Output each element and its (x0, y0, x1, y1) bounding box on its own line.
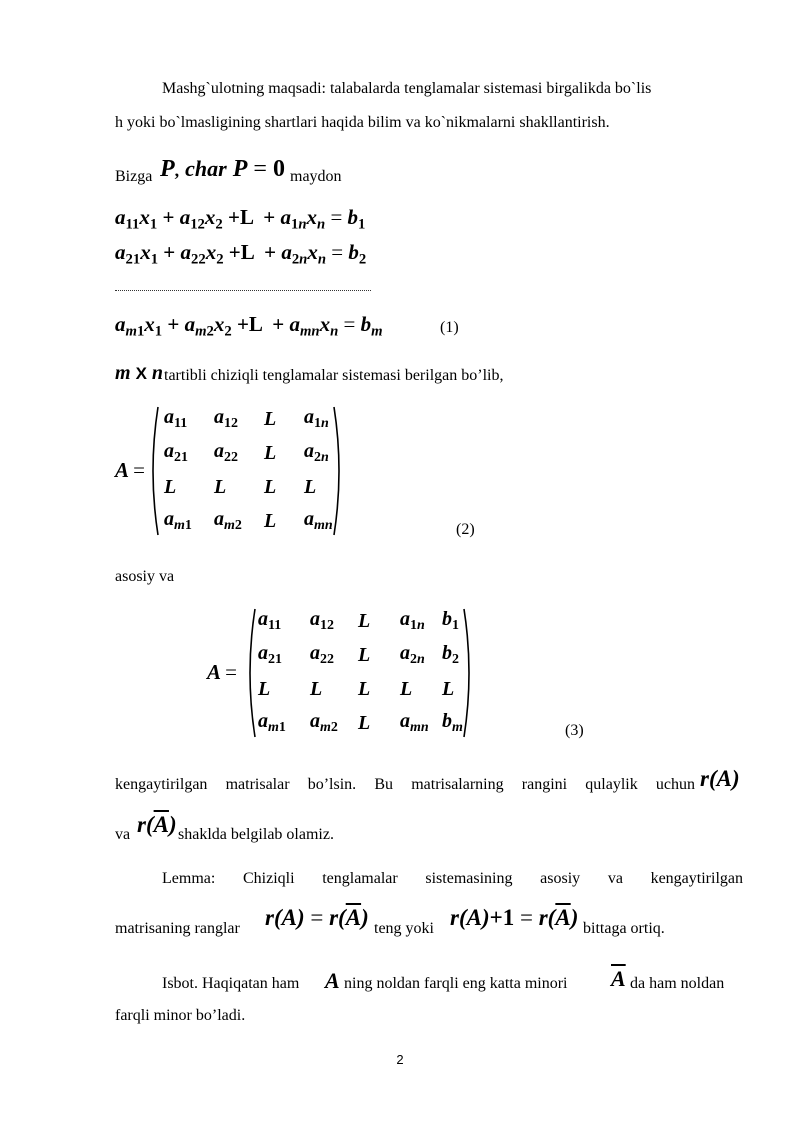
matrix-a-left-paren (146, 405, 160, 537)
matrix-a-right-paren (332, 405, 346, 537)
bizga-prefix: Bizga (115, 168, 153, 185)
equation-label-1: (1) (440, 319, 459, 336)
lemma-plus-formula: $r(A)+1 = r(\overline{A})$ (450, 905, 579, 930)
intro-line-1: Mashg`ulotning maqsadi: talabalarda tenglamalar sistemasi birgalikda bo`lis (162, 80, 652, 97)
order-formula: m X n (115, 362, 164, 384)
system-equation-m: $a_{m1}x_1 + a_{m2}x_2 +L + a_{mn}x_n = b_m$ (115, 312, 383, 340)
matrix-abar-name: A = (207, 660, 237, 684)
equation-label-2: (2) (456, 521, 475, 538)
intro-line-2: h yoki bo`lmasligining shartlari haqida bilim va ko`nikmalarni shakllantirish. (115, 114, 610, 131)
matrix-abar: $a_{11}$ $a_{12}$ L $a_{1n}$ $b_1$ $a_{21}$ $a_{22}$ L $a_{2n}$ $b_2$ L L L L L $a_{m1}$ $a_{m2}$ L $a_{mn}$ $b_m$ (258, 607, 463, 736)
isbot-a: A (325, 968, 340, 993)
asosiy-text: asosiy va (115, 568, 175, 585)
isbot-mid: ning noldan farqli eng katta minori (344, 975, 568, 992)
matrix-a-name: A = (115, 458, 145, 482)
kengay-line-2: shaklda belgilab olamiz. (178, 826, 334, 843)
equation-label-3: (3) (565, 722, 584, 739)
isbot-abar: $\overline{A}$ (611, 966, 626, 991)
lemma-line-1: Lemma: Chiziqli tenglamalar sistemasining asosiy va kengaytirilgan (162, 870, 743, 887)
kengay-line-1: kengaytirilgan matrisalar bo’lsin. Bu matrisalarning rangini qulaylik uchun (115, 776, 695, 793)
rank-abar-formula: $r(\overline{A})$ (137, 812, 177, 837)
order-text: tartibli chiziqli tenglamalar sistemasi berilgan bo’lib, (164, 367, 504, 384)
kengay-va: va (115, 826, 131, 843)
isbot-line-2: farqli minor bo’ladi. (115, 1007, 246, 1024)
matrix-abar-right-paren (462, 607, 476, 739)
lemma-suffix: bittaga ortiq. (583, 920, 665, 937)
lemma-mid: teng yoki (374, 920, 434, 937)
isbot-prefix: Isbot. Haqiqatan ham (162, 975, 300, 992)
system-equation-1: $a_{11}x_1 + a_{12}x_2 +L + a_{1n}x_n = b_1$ (115, 205, 366, 233)
system-equation-2: $a_{21}x_1 + a_{22}x_2 +L + a_{2n}x_n = b_2$ (115, 240, 367, 268)
bizga-formula: P, char P = 0 (160, 156, 285, 182)
lemma-equal-formula: $r(A) = r(\overline{A})$ (265, 905, 369, 930)
bizga-suffix: maydon (290, 168, 342, 185)
rank-a-formula: r(A) (700, 766, 740, 791)
dotted-separator (115, 290, 371, 291)
isbot-suffix: da ham noldan (630, 975, 725, 992)
matrix-a: $a_{11}$ $a_{12}$ L $a_{1n}$ $a_{21}$ $a_{22}$ L $a_{2n}$ L L L L $a_{m1}$ $a_{m2}$ L $a_{mn}$ (164, 405, 333, 534)
page-number: 2 (396, 1052, 404, 1067)
matrix-abar-left-paren (243, 607, 257, 739)
lemma-prefix-2: matrisaning ranglar (115, 920, 240, 937)
